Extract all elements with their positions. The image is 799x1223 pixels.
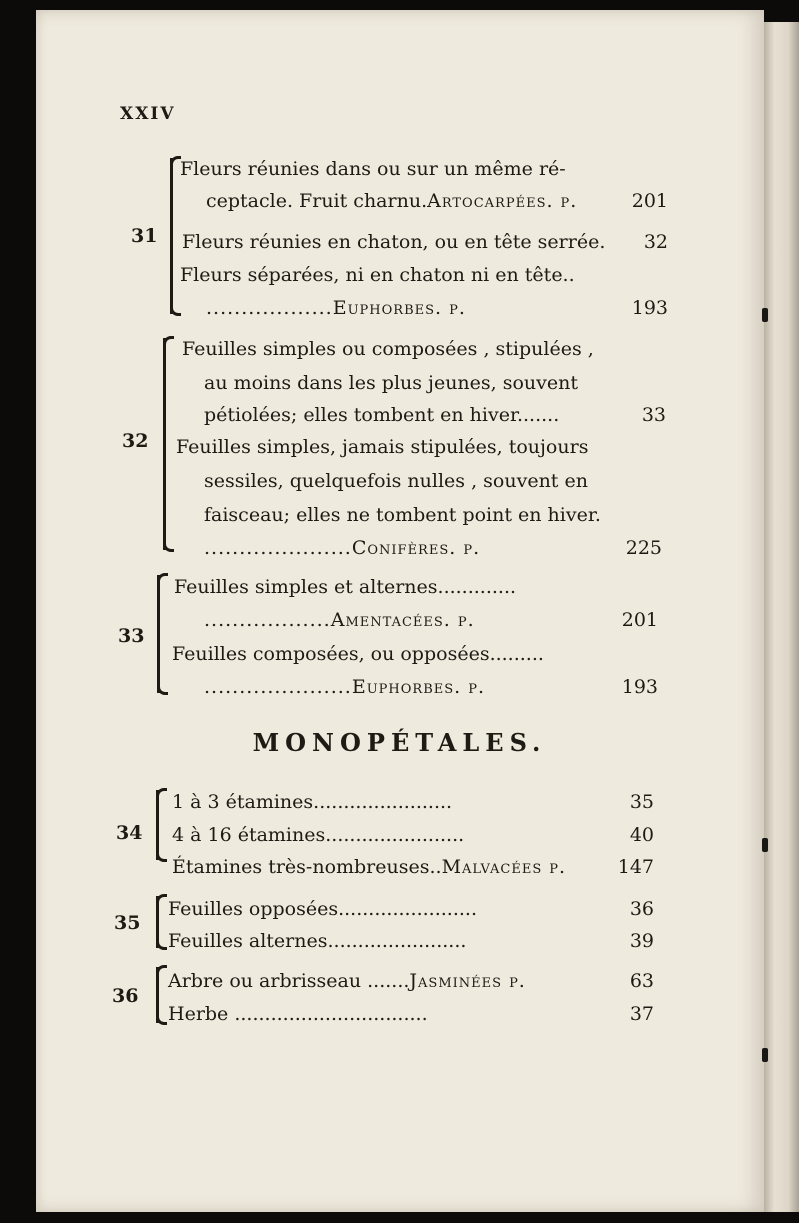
key-number: 36 [112, 985, 139, 1007]
page-edge [764, 22, 799, 1212]
key-line: pétiolées; elles tombent en hiver....... [204, 404, 560, 426]
brace [163, 338, 166, 550]
page-ref: 193 [621, 676, 658, 698]
key-line: Feuilles opposées....................... [168, 898, 477, 920]
section-title: MONOPÉTALES. [252, 728, 547, 757]
brace [156, 967, 159, 1023]
key-line: .....................Conifères. p. [204, 537, 481, 559]
page-ref: 33 [641, 404, 666, 426]
key-line: Feuilles simples, jamais stipulées, toujours [176, 436, 589, 458]
binding-mark [762, 1048, 768, 1062]
brace [156, 896, 159, 948]
page-ref: 63 [629, 970, 654, 992]
key-number: 35 [114, 912, 141, 934]
key-line: Feuilles simples ou composées , stipulées , [182, 338, 594, 360]
running-head: XXIV [120, 104, 176, 124]
key-line: Fleurs séparées, ni en chaton ni en tête.. [180, 264, 575, 286]
page-ref: 35 [629, 791, 654, 813]
key-line: Fleurs réunies en chaton, ou en tête serrée. [182, 231, 606, 253]
page-ref: 147 [617, 856, 654, 878]
page-ref: 225 [625, 537, 662, 559]
page-ref: 32 [643, 231, 668, 253]
key-line: ..................Amentacées. p. [204, 609, 475, 631]
page-ref: 193 [631, 297, 668, 319]
key-line: Feuilles alternes....................... [168, 930, 467, 952]
brace [157, 575, 160, 693]
page-ref: 36 [629, 898, 654, 920]
key-line: Étamines très-nombreuses..Malvacées p. [172, 856, 567, 878]
page-ref: 40 [629, 824, 654, 846]
key-line: au moins dans les plus jeunes, souvent [204, 372, 579, 394]
key-line: Fleurs réunies dans ou sur un même ré- [180, 158, 566, 180]
key-line: sessiles, quelquefois nulles , souvent en [204, 470, 588, 492]
key-number: 31 [131, 225, 158, 247]
key-number: 34 [116, 822, 143, 844]
key-line: Arbre ou arbrisseau .......Jasminées p. [168, 970, 526, 992]
key-line: ..................Euphorbes. p. [206, 297, 466, 319]
key-line: Feuilles simples et alternes............. [174, 576, 517, 598]
key-line: Herbe ................................ [168, 1003, 428, 1025]
key-line: Feuilles composées, ou opposées......... [172, 643, 544, 665]
brace [170, 158, 173, 314]
brace [156, 790, 159, 860]
key-number: 32 [122, 430, 149, 452]
key-line: .....................Euphorbes. p. [204, 676, 486, 698]
page-ref: 37 [629, 1003, 654, 1025]
binding-mark [762, 838, 768, 852]
page-ref: 39 [629, 930, 654, 952]
key-line: 4 à 16 étamines....................... [172, 824, 465, 846]
binding-mark [762, 308, 768, 322]
page-ref: 201 [621, 609, 658, 631]
key-line: ceptacle. Fruit charnu.Artocarpées. p. [206, 190, 578, 212]
page-ref: 201 [631, 190, 668, 212]
key-line: 1 à 3 étamines....................... [172, 791, 453, 813]
key-number: 33 [118, 625, 145, 647]
key-line: faisceau; elles ne tombent point en hiver. [204, 504, 601, 526]
